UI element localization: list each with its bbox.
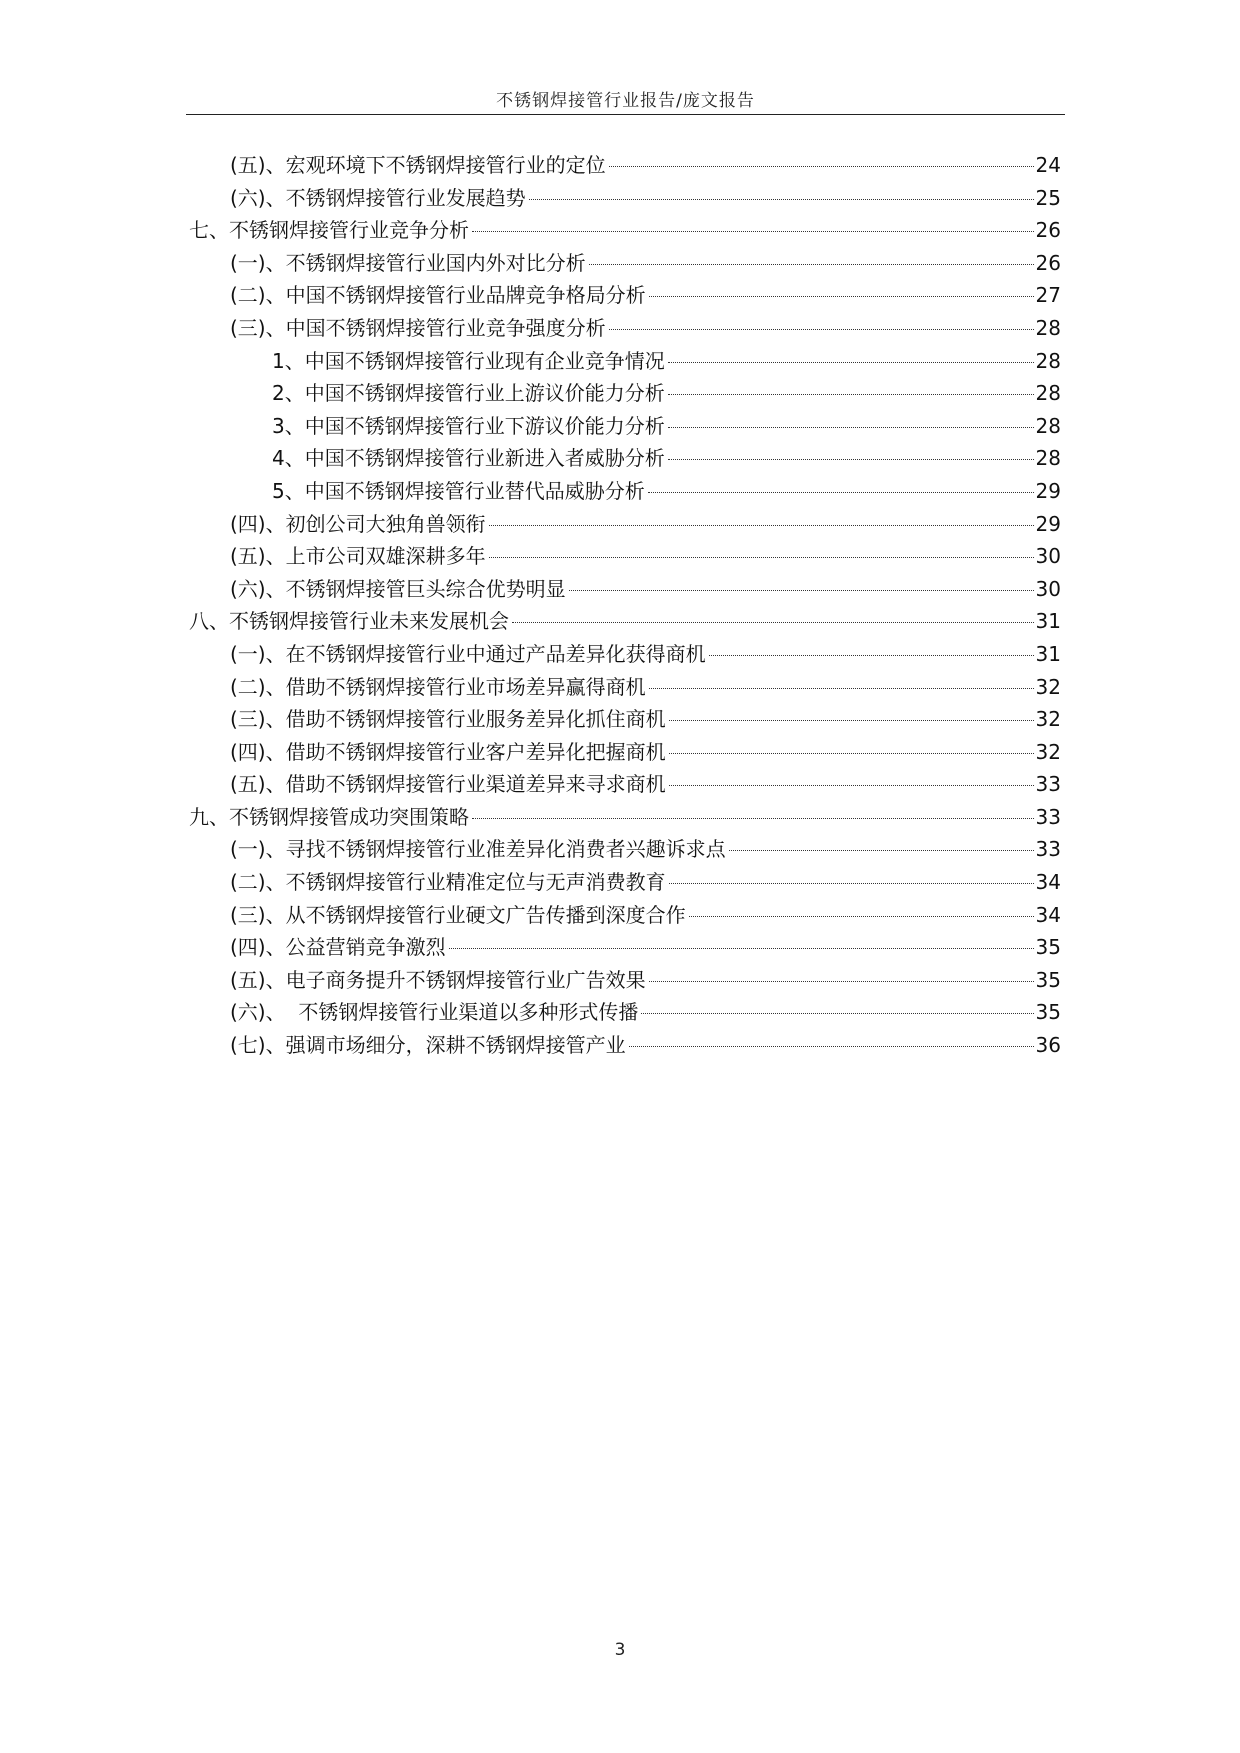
toc-entry-page-number: 24 xyxy=(1035,153,1061,177)
toc-entry-title: 1、中国不锈钢焊接管行业现有企业竞争情况 xyxy=(272,348,665,373)
toc-entry-page-number: 35 xyxy=(1035,935,1061,960)
toc-dot-leader xyxy=(668,427,1034,428)
toc-entry-page-number: 28 xyxy=(1035,446,1061,471)
toc-entry-title: (六)、 不锈钢焊接管行业渠道以多种形式传播 xyxy=(230,1000,639,1025)
toc-entry[interactable] xyxy=(186,899,1061,932)
toc-entry-page-number: 31 xyxy=(1035,641,1061,666)
toc-entry-title: 九、不锈钢焊接管成功突围策略 xyxy=(189,804,469,829)
toc-entry[interactable] xyxy=(186,149,1061,182)
page-number: 3 xyxy=(614,1640,626,1660)
toc-entry-page-number: 31 xyxy=(1035,609,1061,634)
toc-entry-page-number: 28 xyxy=(1035,315,1061,340)
toc-dot-leader xyxy=(668,362,1034,363)
toc-dot-leader xyxy=(609,329,1034,330)
toc-entry-title: 3、中国不锈钢焊接管行业下游议价能力分析 xyxy=(272,413,665,438)
toc-dot-leader xyxy=(669,753,1034,754)
toc-entry-title: (四)、公益营销竞争激烈 xyxy=(230,935,446,960)
toc-entry[interactable] xyxy=(186,279,1061,312)
toc-entry-page-number: 30 xyxy=(1035,576,1061,601)
toc-entry[interactable] xyxy=(186,996,1061,1029)
toc-entry-title: (一)、寻找不锈钢焊接管行业准差异化消费者兴趣诉求点 xyxy=(230,837,726,862)
toc-entry-title: 4、中国不锈钢焊接管行业新进入者威胁分析 xyxy=(272,446,665,471)
toc-entry-title: (六)、不锈钢焊接管行业发展趋势 xyxy=(230,185,526,210)
toc-entry[interactable] xyxy=(186,410,1061,443)
header-divider xyxy=(186,114,1065,115)
toc-entry-title: (二)、不锈钢焊接管行业精准定位与无声消费教育 xyxy=(230,870,666,895)
toc-entry-title: (五)、电子商务提升不锈钢焊接管行业广告效果 xyxy=(230,967,646,992)
toc-entry-title: (五)、宏观环境下不锈钢焊接管行业的定位 xyxy=(230,153,606,177)
toc-entry[interactable] xyxy=(186,768,1061,801)
toc-entry-title: (六)、不锈钢焊接管巨头综合优势明显 xyxy=(230,576,566,601)
toc-dot-leader xyxy=(641,1013,1033,1014)
toc-entry-title: (四)、初创公司大独角兽领衔 xyxy=(230,511,486,536)
toc-entry-title: (三)、从不锈钢焊接管行业硬文广告传播到深度合作 xyxy=(230,902,686,927)
toc-entry[interactable] xyxy=(186,833,1061,866)
toc-entry[interactable] xyxy=(186,345,1061,378)
toc-entry-title: 5、中国不锈钢焊接管行业替代品威胁分析 xyxy=(272,478,645,503)
toc-entry-page-number: 28 xyxy=(1035,348,1061,373)
toc-dot-leader xyxy=(489,525,1034,526)
toc-entry-title: 2、中国不锈钢焊接管行业上游议价能力分析 xyxy=(272,381,665,406)
toc-dot-leader xyxy=(649,981,1034,982)
toc-entry[interactable] xyxy=(186,801,1061,834)
toc-entry-page-number: 32 xyxy=(1035,739,1061,764)
toc-dot-leader xyxy=(668,394,1034,395)
toc-dot-leader xyxy=(589,264,1034,265)
toc-entry[interactable] xyxy=(186,475,1061,508)
toc-dot-leader xyxy=(729,850,1034,851)
toc-entry[interactable] xyxy=(186,247,1061,280)
toc-dot-leader xyxy=(649,296,1034,297)
toc-entry[interactable] xyxy=(186,638,1061,671)
toc-entry[interactable] xyxy=(186,931,1061,964)
toc-entry-page-number: 32 xyxy=(1035,707,1061,732)
toc-dot-leader xyxy=(449,948,1034,949)
toc-dot-leader xyxy=(669,720,1034,721)
toc-entry[interactable] xyxy=(186,214,1061,247)
toc-entry-title: (七)、强调市场细分，深耕不锈钢焊接管产业 xyxy=(230,1033,626,1058)
toc-dot-leader xyxy=(472,231,1034,232)
toc-entry-page-number: 35 xyxy=(1035,967,1061,992)
toc-entry-page-number: 28 xyxy=(1035,381,1061,406)
toc-entry[interactable] xyxy=(186,1029,1061,1062)
toc-entry-page-number: 33 xyxy=(1035,804,1061,829)
toc-entry-page-number: 25 xyxy=(1035,185,1061,210)
toc-entry-page-number: 36 xyxy=(1035,1033,1061,1058)
toc-entry[interactable] xyxy=(186,605,1061,638)
toc-entry-page-number: 34 xyxy=(1035,870,1061,895)
toc-entry-page-number: 30 xyxy=(1035,544,1061,569)
toc-entry-page-number: 28 xyxy=(1035,413,1061,438)
toc-dot-leader xyxy=(649,688,1034,689)
toc-entry[interactable] xyxy=(186,540,1061,573)
toc-entry-page-number: 29 xyxy=(1035,511,1061,536)
toc-entry-title: (二)、中国不锈钢焊接管行业品牌竞争格局分析 xyxy=(230,283,646,308)
table-of-contents xyxy=(186,149,1061,1062)
toc-entry[interactable] xyxy=(186,312,1061,345)
toc-dot-leader xyxy=(669,785,1034,786)
toc-entry-title: (五)、借助不锈钢焊接管行业渠道差异来寻求商机 xyxy=(230,772,666,797)
toc-entry-title: (三)、中国不锈钢焊接管行业竞争强度分析 xyxy=(230,315,606,340)
page-header-title: 不锈钢焊接管行业报告/庞文报告 xyxy=(496,91,755,111)
toc-entry-title: (五)、上市公司双雄深耕多年 xyxy=(230,544,486,569)
toc-entry-page-number: 26 xyxy=(1035,218,1061,243)
toc-dot-leader xyxy=(512,622,1034,623)
toc-dot-leader xyxy=(489,557,1034,558)
toc-entry-title: (一)、在不锈钢焊接管行业中通过产品差异化获得商机 xyxy=(230,641,706,666)
toc-dot-leader xyxy=(709,655,1034,656)
toc-dot-leader xyxy=(689,916,1034,917)
toc-entry[interactable] xyxy=(186,508,1061,541)
toc-entry[interactable] xyxy=(186,377,1061,410)
toc-entry[interactable] xyxy=(186,671,1061,704)
toc-entry-page-number: 29 xyxy=(1035,478,1061,503)
toc-entry[interactable] xyxy=(186,182,1061,215)
toc-dot-leader xyxy=(629,1046,1034,1047)
toc-entry-title: (三)、借助不锈钢焊接管行业服务差异化抓住商机 xyxy=(230,707,666,732)
toc-entry-title: 八、不锈钢焊接管行业未来发展机会 xyxy=(189,609,509,634)
toc-entry[interactable] xyxy=(186,573,1061,606)
toc-dot-leader xyxy=(669,883,1034,884)
toc-entry[interactable] xyxy=(186,442,1061,475)
toc-entry-page-number: 27 xyxy=(1035,283,1061,308)
toc-entry-title: (二)、借助不锈钢焊接管行业市场差异赢得商机 xyxy=(230,674,646,699)
toc-entry-page-number: 26 xyxy=(1035,250,1061,275)
toc-dot-leader xyxy=(569,590,1034,591)
toc-entry-page-number: 35 xyxy=(1035,1000,1061,1025)
toc-entry-page-number: 33 xyxy=(1035,837,1061,862)
toc-dot-leader xyxy=(609,166,1034,167)
toc-entry-title: 七、不锈钢焊接管行业竞争分析 xyxy=(189,218,469,243)
toc-dot-leader xyxy=(668,459,1034,460)
toc-dot-leader xyxy=(529,199,1034,200)
toc-dot-leader xyxy=(648,492,1034,493)
toc-entry-page-number: 34 xyxy=(1035,902,1061,927)
toc-entry-title: (四)、借助不锈钢焊接管行业客户差异化把握商机 xyxy=(230,739,666,764)
toc-entry[interactable] xyxy=(186,703,1061,736)
toc-entry[interactable] xyxy=(186,964,1061,997)
toc-entry-title: (一)、不锈钢焊接管行业国内外对比分析 xyxy=(230,250,586,275)
toc-dot-leader xyxy=(472,818,1034,819)
toc-entry[interactable] xyxy=(186,866,1061,899)
toc-entry[interactable] xyxy=(186,736,1061,769)
toc-entry-page-number: 32 xyxy=(1035,674,1061,699)
toc-entry-page-number: 33 xyxy=(1035,772,1061,797)
